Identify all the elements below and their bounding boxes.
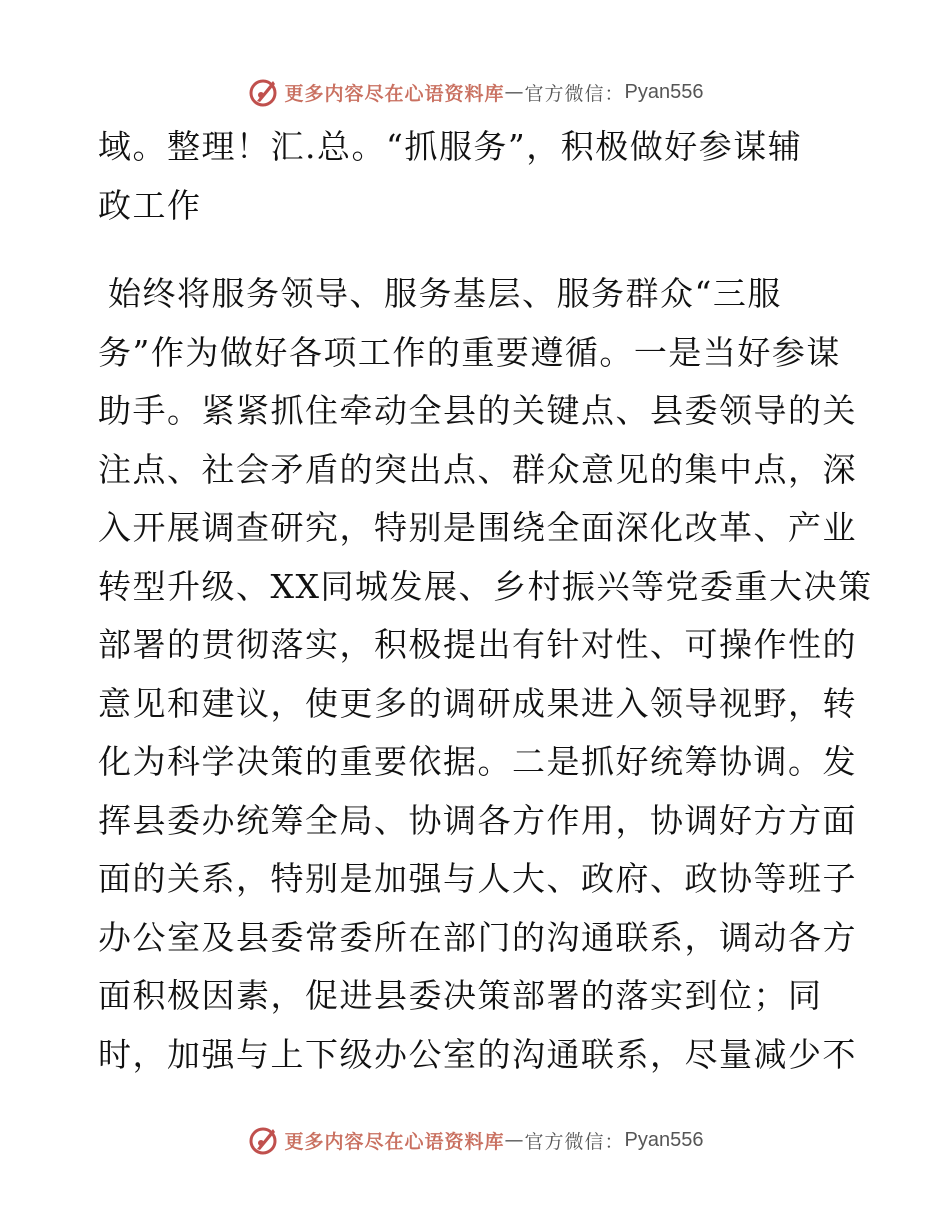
- paragraph-line: 转型升级、XX同城发展、乡村振兴等党委重大决策: [98, 566, 873, 606]
- paragraph-line: 注点、社会矛盾的突出点、群众意见的集中点，深: [98, 449, 857, 489]
- banner-wechat-label: 官方微信：: [524, 1130, 625, 1153]
- document-body: [98, 118, 873, 1084]
- banner-wechat-id: Pyan556: [624, 1128, 704, 1151]
- heading-line: 域。整理！汇.总。“抓服务”，积极做好参谋辅: [98, 127, 803, 166]
- banner-wechat-label: 官方微信：: [524, 82, 625, 105]
- paragraph-line: 入开展调查研究，特别是围绕全面深化改革、产业: [98, 508, 857, 547]
- paragraph-line: 时，加强与上下级办公室的沟通联系，尽量减少不: [98, 1034, 857, 1074]
- paragraph-line: 意见和建议，使更多的调研成果进入领导视野，转: [98, 683, 857, 723]
- banner-separator: —: [504, 1129, 525, 1151]
- banner-text: 更多内容尽在心语资料库: [284, 1130, 505, 1153]
- paragraph-line: 办公室及县委常委所在部门的沟通联系，调动各方: [98, 917, 857, 957]
- banner-text: 更多内容尽在心语资料库: [284, 82, 505, 105]
- quill-logo-icon: [247, 75, 281, 109]
- heading-line: 政工作: [98, 185, 202, 225]
- paragraph-line: 挥县委办统筹全局、协调各方作用，协调好方方面: [98, 800, 857, 840]
- paragraph-line: 面积极因素，促进县委决策部署的落实到位；同: [98, 976, 823, 1015]
- paragraph-line: 务”作为做好各项工作的重要遵循。一是当好参谋: [98, 332, 841, 372]
- footer-banner: [0, 1120, 950, 1160]
- paragraph-line: 部署的贯彻落实，积极提出有针对性、可操作性的: [98, 625, 857, 664]
- quill-logo-icon: [247, 1123, 281, 1157]
- paragraph-line: 化为科学决策的重要依据。二是抓好统筹协调。发: [98, 742, 857, 781]
- banner-wechat-id: Pyan556: [624, 80, 704, 103]
- paragraph-line: 面的关系，特别是加强与人大、政府、政协等班子: [98, 859, 857, 898]
- banner-separator: —: [504, 81, 525, 103]
- paragraph-line: 始终将服务领导、服务基层、服务群众“三服: [108, 274, 782, 313]
- header-banner: [0, 72, 950, 112]
- paragraph-line: 助手。紧紧抓住牵动全县的关键点、县委领导的关: [98, 391, 857, 430]
